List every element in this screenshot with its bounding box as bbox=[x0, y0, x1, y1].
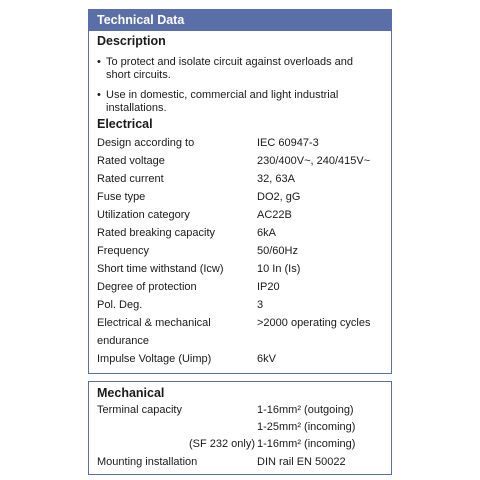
spec-value: 32, 63A bbox=[257, 173, 295, 185]
spec-label: Frequency bbox=[97, 245, 149, 257]
spec-label: Pol. Deg. bbox=[97, 299, 143, 311]
spec-value: AC22B bbox=[257, 209, 292, 221]
spec-label: Electrical & mechanical bbox=[97, 317, 211, 329]
spec-value: 6kV bbox=[257, 353, 276, 365]
spec-label: Degree of protection bbox=[97, 281, 197, 293]
mechanical-heading: Mechanical bbox=[97, 386, 165, 400]
sf-note: (SF 232 only) bbox=[189, 438, 256, 450]
terminal-capacity-value: 1-25mm² (incoming) bbox=[257, 421, 356, 433]
spec-label: Utilization category bbox=[97, 209, 190, 221]
description-bullet-1 bbox=[97, 56, 382, 82]
description-heading: Description bbox=[97, 34, 166, 48]
spec-value: 50/60Hz bbox=[257, 245, 298, 257]
mechanical-panel bbox=[88, 381, 392, 475]
spec-value: IEC 60947-3 bbox=[257, 137, 319, 149]
spec-label: Impulse Voltage (Uimp) bbox=[97, 353, 212, 365]
terminal-capacity-value: 1-16mm² (incoming) bbox=[257, 438, 356, 450]
description-bullet-2 bbox=[97, 89, 382, 115]
spec-label: Fuse type bbox=[97, 191, 146, 203]
spec-label: endurance bbox=[97, 335, 149, 347]
spec-value: 10 In (Is) bbox=[257, 263, 301, 275]
spec-label: Short time withstand (Icw) bbox=[97, 263, 224, 275]
spec-label: Rated voltage bbox=[97, 155, 165, 167]
bullet-dot-icon: • bbox=[97, 89, 101, 101]
spec-label: Rated breaking capacity bbox=[97, 227, 216, 239]
bullet-line: To protect and isolate circuit against overloads and bbox=[106, 56, 354, 68]
spec-label: Design according to bbox=[97, 137, 195, 149]
bullet-line: installations. bbox=[106, 102, 167, 114]
mounting-label: Mounting installation bbox=[97, 456, 198, 468]
spec-value: 3 bbox=[257, 299, 264, 311]
spec-value: 230/400V~, 240/415V~ bbox=[257, 155, 371, 167]
spec-value: IP20 bbox=[257, 281, 280, 293]
bullet-line: Use in domestic, commercial and light industrial bbox=[106, 89, 339, 101]
mounting-value: DIN rail EN 50022 bbox=[257, 456, 346, 468]
terminal-capacity-value: 1-16mm² (outgoing) bbox=[257, 404, 354, 416]
bullet-dot-icon: • bbox=[97, 56, 101, 68]
electrical-heading: Electrical bbox=[97, 117, 153, 131]
panel-title: Technical Data bbox=[89, 10, 391, 31]
technical-data-panel bbox=[88, 9, 392, 374]
spec-label: Rated current bbox=[97, 173, 164, 185]
spec-value: 6kA bbox=[257, 227, 276, 239]
terminal-capacity-label: Terminal capacity bbox=[97, 404, 182, 416]
bullet-line: short circuits. bbox=[106, 69, 171, 81]
spec-value: DO2, gG bbox=[257, 191, 301, 203]
spec-value: >2000 operating cycles bbox=[257, 317, 371, 329]
